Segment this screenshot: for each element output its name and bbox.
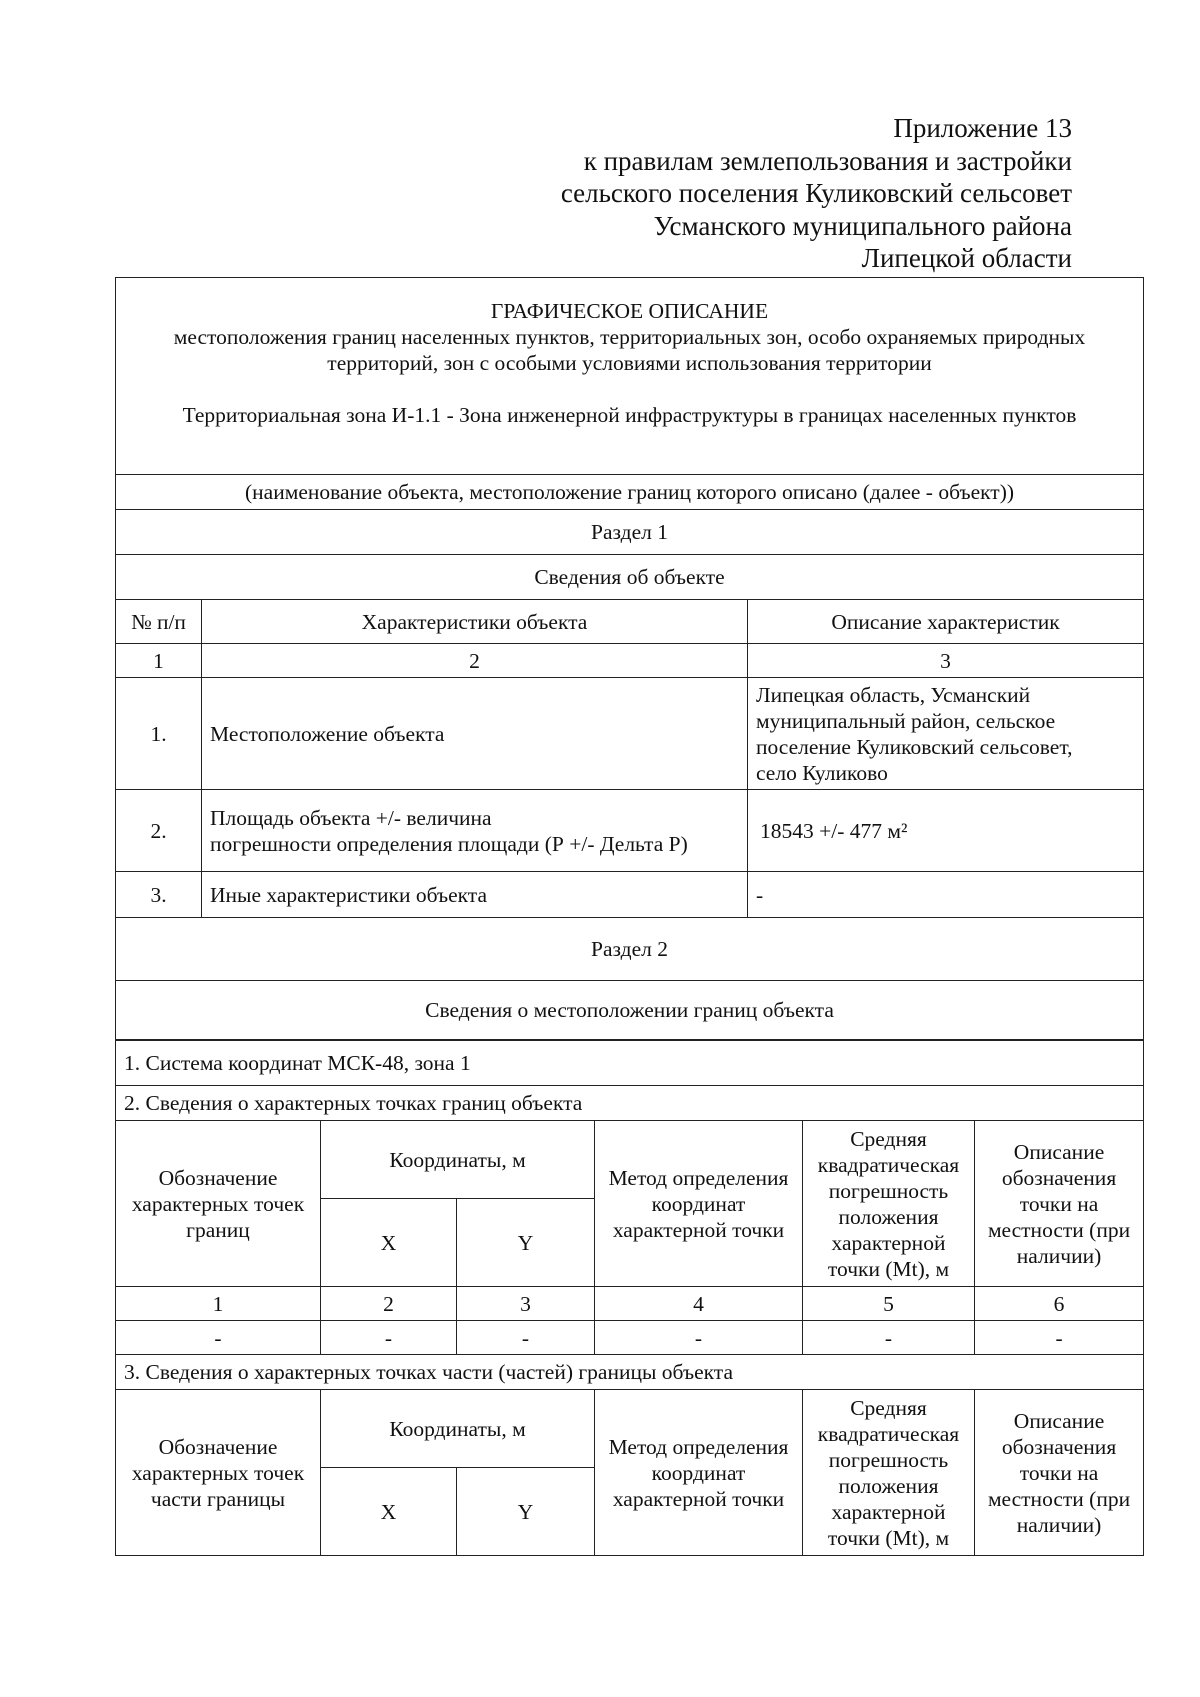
header-line: Описание xyxy=(1013,1139,1105,1164)
characteristic-line: Площадь объекта +/- величина xyxy=(210,805,492,830)
row-characteristic xyxy=(202,790,748,872)
row-number: 1. xyxy=(116,678,202,790)
header-line: Средняя xyxy=(850,1395,927,1420)
header-line: характерных точек xyxy=(131,1460,305,1485)
header-line: Метод определения xyxy=(608,1434,789,1459)
header-line: Описание xyxy=(1013,1408,1105,1433)
document-subtitle: территорий, зон с особыми условиями использования территории xyxy=(327,351,932,375)
column-header: № п/п xyxy=(116,600,202,644)
table-cell: - xyxy=(803,1321,975,1355)
header-line: квадратическая xyxy=(817,1421,960,1446)
points-title: 2. Сведения о характерных точках границ объекта xyxy=(116,1086,1144,1121)
table-row xyxy=(116,872,1144,918)
appendix-line: сельского поселения Куликовский сельсовет xyxy=(560,178,1072,208)
section2-subtitle: Сведения о местоположении границ объекта xyxy=(116,981,1144,1040)
column-header: Описание характеристик xyxy=(748,600,1144,644)
parts-title: 3. Сведения о характерных точках части (частей) границы объекта xyxy=(116,1355,1144,1390)
object-caption: (наименование объекта, местоположение границ которого описано (далее - объект)) xyxy=(116,475,1144,510)
header-line: обозначения xyxy=(1001,1434,1117,1459)
row-description xyxy=(748,678,1144,790)
header-line: Обозначение xyxy=(158,1165,278,1190)
column-number: 4 xyxy=(595,1287,803,1321)
header-line: Средняя xyxy=(850,1126,927,1151)
header-line: квадратическая xyxy=(817,1152,960,1177)
section1-table xyxy=(115,277,1144,1040)
description-line: Липецкая область, Усманский xyxy=(756,682,1031,707)
table-row xyxy=(116,678,1144,790)
header-line: границ xyxy=(186,1217,250,1242)
header-line: характерной точки xyxy=(612,1486,785,1511)
table-cell: - xyxy=(595,1321,803,1355)
description-line: муниципальный район, сельское xyxy=(756,708,1056,733)
header-line: Обозначение xyxy=(158,1434,278,1459)
document-subtitle: местоположения границ населенных пунктов, территориальных зон, особо охраняемых природных xyxy=(173,325,1086,349)
header-line: положения xyxy=(838,1473,939,1498)
table-cell: - xyxy=(116,1321,321,1355)
appendix-line: Усманского муниципального района xyxy=(653,210,1072,241)
document-header xyxy=(116,278,1144,475)
col-point-description xyxy=(975,1121,1144,1287)
header-line: точки (Mt), м xyxy=(827,1525,950,1550)
column-number: 3 xyxy=(457,1287,595,1321)
column-number: 2 xyxy=(321,1287,457,1321)
column-number: 5 xyxy=(803,1287,975,1321)
column-number: 6 xyxy=(975,1287,1144,1321)
header-line: Метод определения xyxy=(608,1165,789,1190)
col-y: Y xyxy=(457,1199,595,1287)
row-description: - xyxy=(748,872,1144,918)
table-cell: - xyxy=(457,1321,595,1355)
row-description: 18543 +/- 477 м² xyxy=(748,790,1144,872)
col-point-description xyxy=(975,1390,1144,1556)
header-line: местности (при xyxy=(987,1217,1131,1242)
row-number: 3. xyxy=(116,872,202,918)
col-mean-error xyxy=(803,1390,975,1556)
appendix-line: к правилам землепользования и застройки xyxy=(583,145,1072,176)
header-line: наличии) xyxy=(1016,1512,1102,1537)
section2-title: Раздел 2 xyxy=(116,918,1144,981)
header-line: характерной точки xyxy=(612,1217,785,1242)
zone-name: Территориальная зона И-1.1 - Зона инженерной инфраструктуры в границах населенных пунктов xyxy=(182,403,1077,427)
header-line: характерных точек xyxy=(131,1191,305,1216)
header-line: погрешность xyxy=(828,1447,949,1472)
header-line: местности (при xyxy=(987,1486,1131,1511)
column-number: 1 xyxy=(116,1287,321,1321)
row-characteristic: Иные характеристики объекта xyxy=(202,872,748,918)
coordinate-system: 1. Система координат МСК-48, зона 1 xyxy=(116,1041,1144,1086)
header-line: характерной xyxy=(831,1230,946,1255)
header-line: наличии) xyxy=(1016,1243,1102,1268)
description-line: село Куликово xyxy=(756,760,888,785)
col-mean-error xyxy=(803,1121,975,1287)
header-line: координат xyxy=(651,1460,746,1485)
header-line: точки (Mt), м xyxy=(827,1256,950,1281)
col-method xyxy=(595,1121,803,1287)
table-cell: - xyxy=(321,1321,457,1355)
header-line: точки на xyxy=(1019,1191,1099,1216)
header-line: точки на xyxy=(1019,1460,1099,1485)
col-method xyxy=(595,1390,803,1556)
col-x: X xyxy=(321,1199,457,1287)
col-y: Y xyxy=(457,1468,595,1556)
header-line: координат xyxy=(651,1191,746,1216)
header-line: обозначения xyxy=(1001,1165,1117,1190)
col-coordinates: Координаты, м xyxy=(321,1121,595,1199)
section2-table xyxy=(115,1040,1144,1556)
column-header: Характеристики объекта xyxy=(202,600,748,644)
col-designation xyxy=(116,1121,321,1287)
appendix-line: Липецкой области xyxy=(861,243,1072,273)
section1-title: Раздел 1 xyxy=(116,510,1144,555)
description-line: поселение Куликовский сельсовет, xyxy=(756,734,1073,759)
col-coordinates: Координаты, м xyxy=(321,1390,595,1468)
appendix-block xyxy=(561,112,1072,275)
header-line: погрешность xyxy=(828,1178,949,1203)
section1-subtitle: Сведения об объекте xyxy=(116,555,1144,600)
row-characteristic: Местоположение объекта xyxy=(202,678,748,790)
table-row xyxy=(116,1321,1144,1355)
col-x: X xyxy=(321,1468,457,1556)
table-cell: - xyxy=(975,1321,1144,1355)
document-title: ГРАФИЧЕСКОЕ ОПИСАНИЕ xyxy=(490,299,769,323)
column-number: 1 xyxy=(116,644,202,678)
header-line: положения xyxy=(838,1204,939,1229)
appendix-number: Приложение 13 xyxy=(893,113,1072,143)
column-number: 2 xyxy=(202,644,748,678)
table-row xyxy=(116,790,1144,872)
header-line: части границы xyxy=(150,1486,286,1511)
characteristic-line: погрешности определения площади (Р +/- Дельта Р) xyxy=(210,831,688,856)
header-line: характерной xyxy=(831,1499,946,1524)
row-number: 2. xyxy=(116,790,202,872)
column-number: 3 xyxy=(748,644,1144,678)
col-designation xyxy=(116,1390,321,1556)
